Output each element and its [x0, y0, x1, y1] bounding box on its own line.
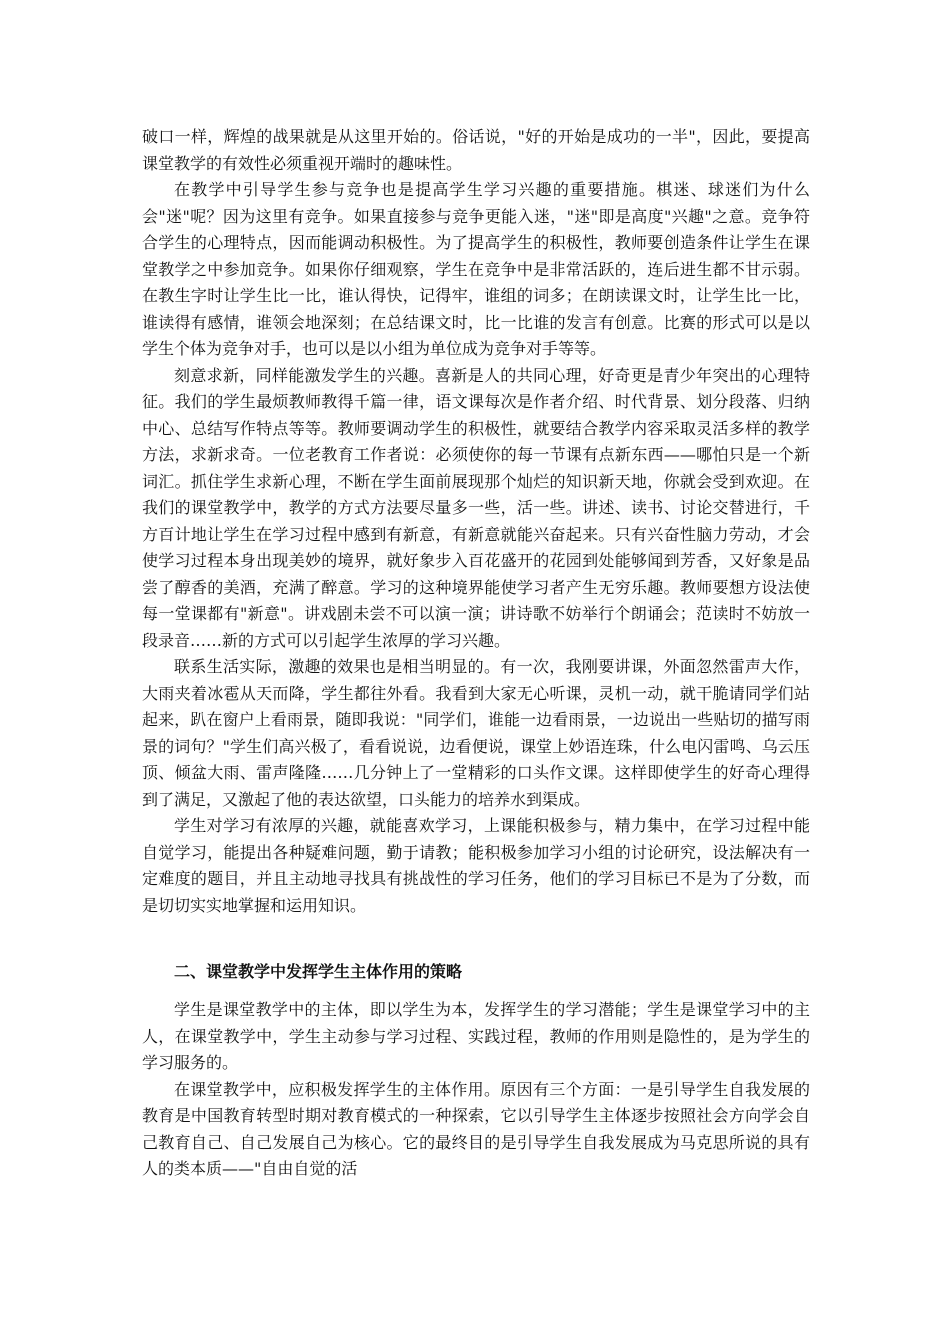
paragraph-real-life: 联系生活实际，激趣的效果也是相当明显的。有一次，我刚要讲课，外面忽然雷声大作，大雨夹着冰雹从天而降，学生都往外看。我看到大家无心听课，灵机一动，就干脆请同学们站起来，趴在窗户上看雨景，随即我说："同学们，谁能一边看雨景，一边说出一些贴切的描写雨景的词句？"学生们高兴极了，看看说说，边看便说，课堂上妙语连珠，什么电闪雷鸣、乌云压顶、倾盆大雨、雷声隆隆……几分钟上了一堂精彩的口头作文课。这样即使学生的好奇心理得到了满足，又激起了他的表达欲望，口头能力的培养水到渠成。	[142, 657, 810, 809]
paragraph-continued: 破口一样，辉煌的战果就是从这里开始的。俗话说，"好的开始是成功的一半"，因此，要提高课堂教学的有效性必须重视开端时的趣味性。	[142, 127, 810, 173]
document-page	[142, 124, 810, 1183]
paragraph-interest-summary: 学生对学习有浓厚的兴趣，就能喜欢学习，上课能积极参与，精力集中，在学习过程中能自觉学习，能提出各种疑难问题，勤于请教；能积极参加学习小组的讨论研究，设法解决有一定难度的题目，并且主动地寻找具有挑战性的学习任务，他们的学习目标已不是为了分数，而是切切实实地掌握和运用知识。	[142, 816, 810, 915]
section-heading: 二、课堂教学中发挥学生主体作用的策略	[174, 962, 463, 981]
paragraph-subject-role: 在课堂教学中，应积极发挥学生的主体作用。原因有三个方面：一是引导学生自我发展的教育是中国教育转型时期对教育模式的一种探索，它以引导学生主体逐步按照社会方向学会自己教育自己、自己发展自己为核心。它的最终目的是引导学生自我发展成为马克思所说的具有人的类本质——"自由自觉的活	[142, 1079, 810, 1178]
paragraph-novelty: 刻意求新，同样能激发学生的兴趣。喜新是人的共同心理，好奇更是青少年突出的心理特征。我们的学生最烦教师教得千篇一律，语文课每次是作者介绍、时代背景、划分段落、归纳中心、总结写作特点等等。教师要调动学生的积极性，就要结合教学内容采取灵活多样的教学方法，求新求奇。一位老教育工作者说：必须使你的每一节课有点新东西——哪怕只是一个新词汇。抓住学生求新心理，不断在学生面前展现那个灿烂的知识新天地，你就会受到欢迎。在我们的课堂教学中，教学的方式方法要尽量多一些，活一些。讲述、读书、讨论交替进行，千方百计地让学生在学习过程中感到有新意，有新意就能兴奋起来。只有兴奋性脑力劳动，才会使学习过程本身出现美妙的境界，就好象步入百花盛开的花园到处能够闻到芳香，又好象是品尝了醇香的美酒，充满了醉意。学习的这种境界能使学习者产生无穷乐趣。教师要想方设法使每一堂课都有"新意"。讲戏剧未尝不可以演一演；讲诗歌不妨举行个朗诵会；范读时不妨放一段录音……新的方式可以引起学生浓厚的学习兴趣。	[142, 365, 810, 650]
paragraph-competition: 在教学中引导学生参与竞争也是提高学生学习兴趣的重要措施。棋迷、球迷们为什么会"迷"呢？因为这里有竞争。如果直接参与竞争更能入迷，"迷"即是高度"兴趣"之意。竞争符合学生的心理特点，因而能调动积极性。为了提高学生的积极性，教师要创造条件让学生在课堂教学之中参加竞争。如果你仔细观察，学生在竞争中是非常活跃的，连后进生都不甘示弱。在教生字时让学生比一比，谁认得快，记得牢，谁组的词多；在朗读课文时，让学生比一比，谁读得有感情，谁领会地深刻；在总结课文时，比一比谁的发言有创意。比赛的形式可以是以学生个体为竞争对手，也可以是以小组为单位成为竞争对手等等。	[142, 180, 810, 358]
paragraph-student-subject: 学生是课堂教学中的主体，即以学生为本，发挥学生的学习潜能；学生是课堂学习中的主人，在课堂教学中，学生主动参与学习过程、实践过程，教师的作用则是隐性的，是为学生的学习服务的。	[142, 1000, 810, 1072]
